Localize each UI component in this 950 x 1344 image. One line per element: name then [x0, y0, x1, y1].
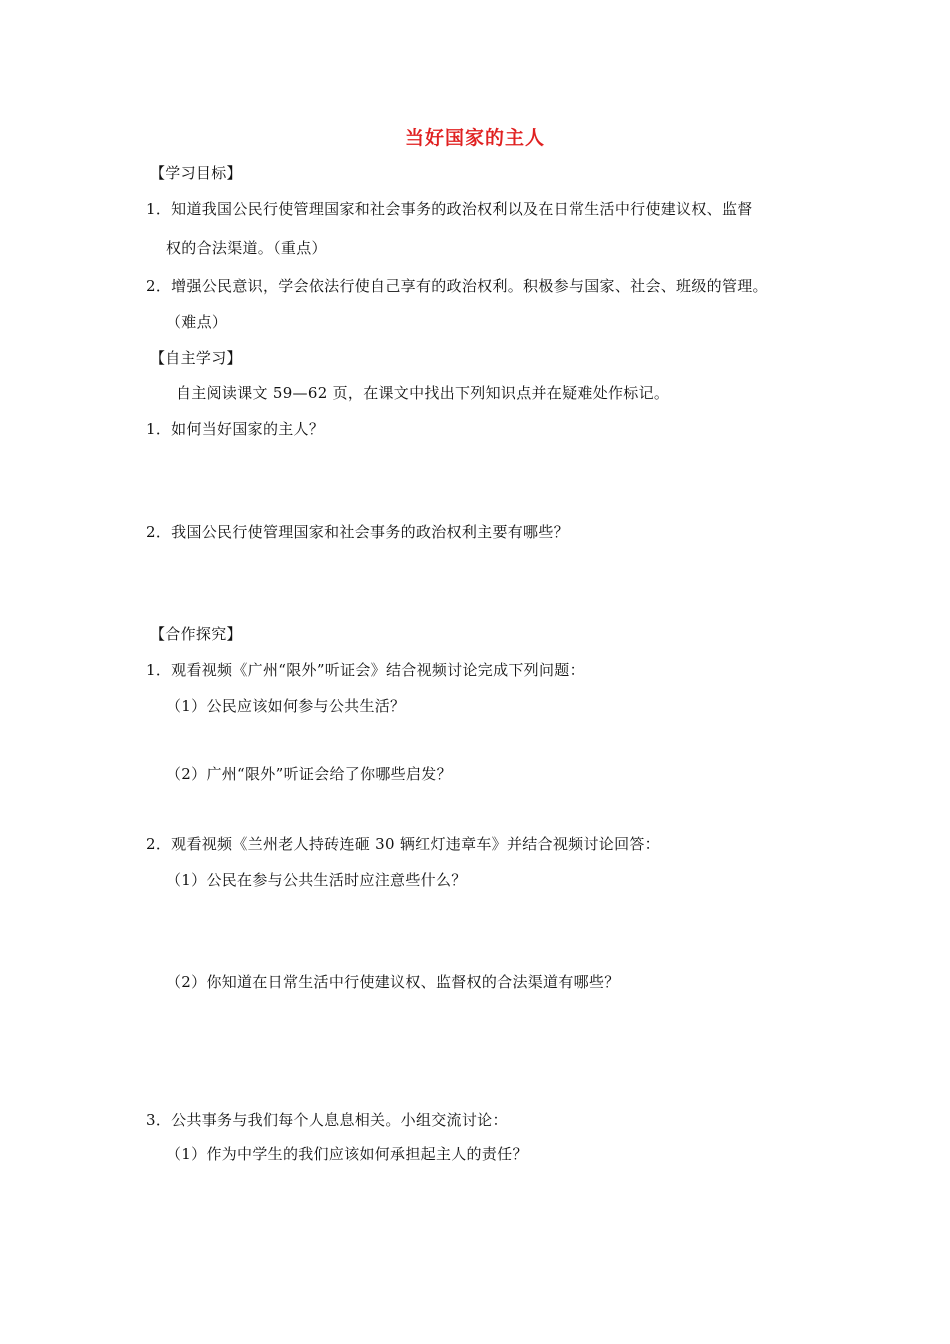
section-heading-self-study: 【自主学习】	[150, 349, 242, 367]
section-heading-cooperation: 【合作探究】	[150, 625, 242, 643]
section-heading-goals: 【学习目标】	[150, 164, 242, 182]
goal-item-1-line-1: 1．知道我国公民行使管理国家和社会事务的政治权利以及在日常生活中行使建议权、监督	[146, 200, 753, 218]
cooperation-task-2: 2．观看视频《兰州老人持砖连砸 30 辆红灯违章车》并结合视频讨论回答：	[146, 835, 660, 853]
self-study-intro: 自主阅读课文 59—62 页，在课文中找出下列知识点并在疑难处作标记。	[176, 384, 670, 402]
cooperation-task-1-question-2: （2）广州“限外”听证会给了你哪些启发？	[166, 765, 452, 783]
cooperation-task-2-question-2: （2）你知道在日常生活中行使建议权、监督权的合法渠道有哪些？	[166, 973, 620, 991]
page-title: 当好国家的主人	[404, 127, 545, 149]
cooperation-task-1: 1．观看视频《广州“限外”听证会》结合视频讨论完成下列问题：	[146, 661, 585, 679]
cooperation-task-3: 3．公共事务与我们每个人息息相关。小组交流讨论：	[146, 1111, 508, 1129]
cooperation-task-1-question-1: （1）公民应该如何参与公共生活？	[166, 697, 406, 715]
goal-item-2-line-1: 2．增强公民意识，学会依法行使自己享有的政治权利。积极参与国家、社会、班级的管理。	[146, 277, 768, 295]
goal-item-2-line-2: （难点）	[166, 313, 228, 331]
self-study-question-1: 1．如何当好国家的主人？	[146, 420, 325, 438]
cooperation-task-2-question-1: （1）公民在参与公共生活时应注意些什么？	[166, 871, 467, 889]
goal-item-1-line-2: 权的合法渠道。（重点）	[166, 239, 327, 257]
self-study-question-2: 2．我国公民行使管理国家和社会事务的政治权利主要有哪些？	[146, 523, 569, 541]
cooperation-task-3-question-1: （1）作为中学生的我们应该如何承担起主人的责任？	[166, 1145, 528, 1163]
